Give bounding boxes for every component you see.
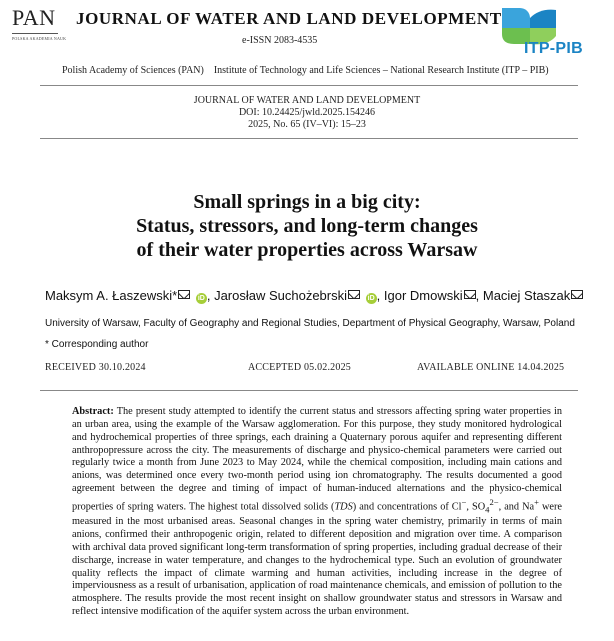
- date-online: AVAILABLE ONLINE 14.04.2025: [417, 362, 565, 373]
- meta-issue: 2025, No. 65 (IV–VI): 15–23: [248, 119, 366, 130]
- abstract-sup: 2−: [489, 496, 499, 507]
- orcid-icon[interactable]: iD: [367, 295, 375, 302]
- abstract-text: The present study attempted to identify the current status and stressors affecting spring water properties in an urban area, using the example of the Warsaw agglomeration. For this purpose, they study monitored hydrological and hydrochemical properties of three springs, each draining a Quaternary porous aquifer and representing different anthropopressure across the city. The measurements of discharge and physico-chemical parameters were carried out regularly twice a month from June 2023 to May 2024, while the chemical composition, including main cations and anions, was determined once every two-month period using ion chromatography. The results documented a good agreement between the degree and timing of impact of human-induced alternations and the physico-chemical properties of spring waters. The highest total dissolved solids (: [72, 406, 562, 513]
- email-icon[interactable]: [464, 290, 476, 299]
- abstract-text: ) and concentrations of Cl: [352, 501, 462, 513]
- header-divider: [40, 85, 578, 86]
- eissn: e-ISSN 2083-4535: [242, 35, 318, 46]
- corresponding-author-note: * Corresponding author: [45, 339, 149, 350]
- date-received: RECEIVED 30.10.2024: [45, 362, 146, 373]
- institutions-line: Polish Academy of Sciences (PAN) Institute of Technology and Life Sciences – National Research Institute (ITP – PIB): [62, 65, 549, 76]
- meta-journal: JOURNAL OF WATER AND LAND DEVELOPMENT: [193, 95, 421, 106]
- abstract-tds: TDS: [334, 501, 353, 513]
- pan-logo-rule: [12, 33, 58, 34]
- authors-line: Maksym A. Łaszewski* iD , Jarosław Suchożebrski iD , Igor Dmowski , Maciej Staszak: [45, 288, 583, 304]
- date-accepted: ACCEPTED 05.02.2025: [248, 362, 351, 373]
- abstract-sup: +: [534, 496, 539, 507]
- paper-title: [0, 190, 614, 262]
- author-4[interactable]: Maciej Staszak: [482, 288, 571, 303]
- itp-pib-logo: [500, 6, 606, 62]
- email-icon[interactable]: [178, 290, 190, 299]
- author-3[interactable]: Igor Dmowski: [383, 288, 463, 303]
- title-line-3: of their water properties across Warsaw: [136, 239, 478, 261]
- abstract-sup: −: [461, 496, 467, 507]
- abstract-sub: 4: [485, 504, 490, 515]
- abstract-label: Abstract:: [72, 406, 114, 417]
- pan-logo-text: PAN: [12, 5, 56, 30]
- author-1[interactable]: Maksym A. Łaszewski*: [45, 288, 178, 303]
- pan-logo-subtitle: POLSKA AKADEMIA NAUK: [12, 36, 67, 41]
- abstract: [72, 406, 562, 619]
- meta-doi: DOI: 10.24425/jwld.2025.154246: [238, 107, 376, 118]
- pan-logo: [12, 5, 67, 41]
- abstract-text: , SO: [466, 501, 486, 513]
- email-icon[interactable]: [348, 290, 360, 299]
- email-icon[interactable]: [571, 290, 583, 299]
- dates-divider: [40, 390, 578, 391]
- abstract-text: were measured in the most urbanised areas. Seasonal changes in the spring water chemistry, primarily in terms of main anions, confirmed their anthropogenic origin, related to different deposition and migration over time. A comparison with archival data proved significant long-term transformation of spring properties, including gradual decrease of their discharge, increase in water temperature, and changes to the hydrochemical type. Such an evolution of groundwater quality reflects the impact of climate warming and human activities, including increase in the degree of imperviousness as a result of urbanisation, application of road maintenance chemicals, and emission of pollution to the atmosphere. The results provide the most recent insight on shallow groundwater status and stressors in Warsaw and reflect intensive modification of the aquifer system across the urban environment.: [72, 501, 562, 618]
- affiliation: University of Warsaw, Faculty of Geography and Regional Studies, Department of Physical Geography, Warsaw, Poland: [45, 318, 575, 329]
- orcid-icon[interactable]: iD: [197, 295, 205, 302]
- title-line-1: Small springs in a big city:: [193, 191, 421, 213]
- meta-divider: [40, 138, 578, 139]
- title-line-2: Status, stressors, and long-term changes: [136, 215, 478, 237]
- itp-logo-text: ITP-PIB: [524, 40, 583, 57]
- journal-title: JOURNAL OF WATER AND LAND DEVELOPMENT: [76, 9, 502, 28]
- author-2[interactable]: Jarosław Suchożebrski: [214, 288, 348, 303]
- abstract-text: , and Na: [498, 501, 535, 513]
